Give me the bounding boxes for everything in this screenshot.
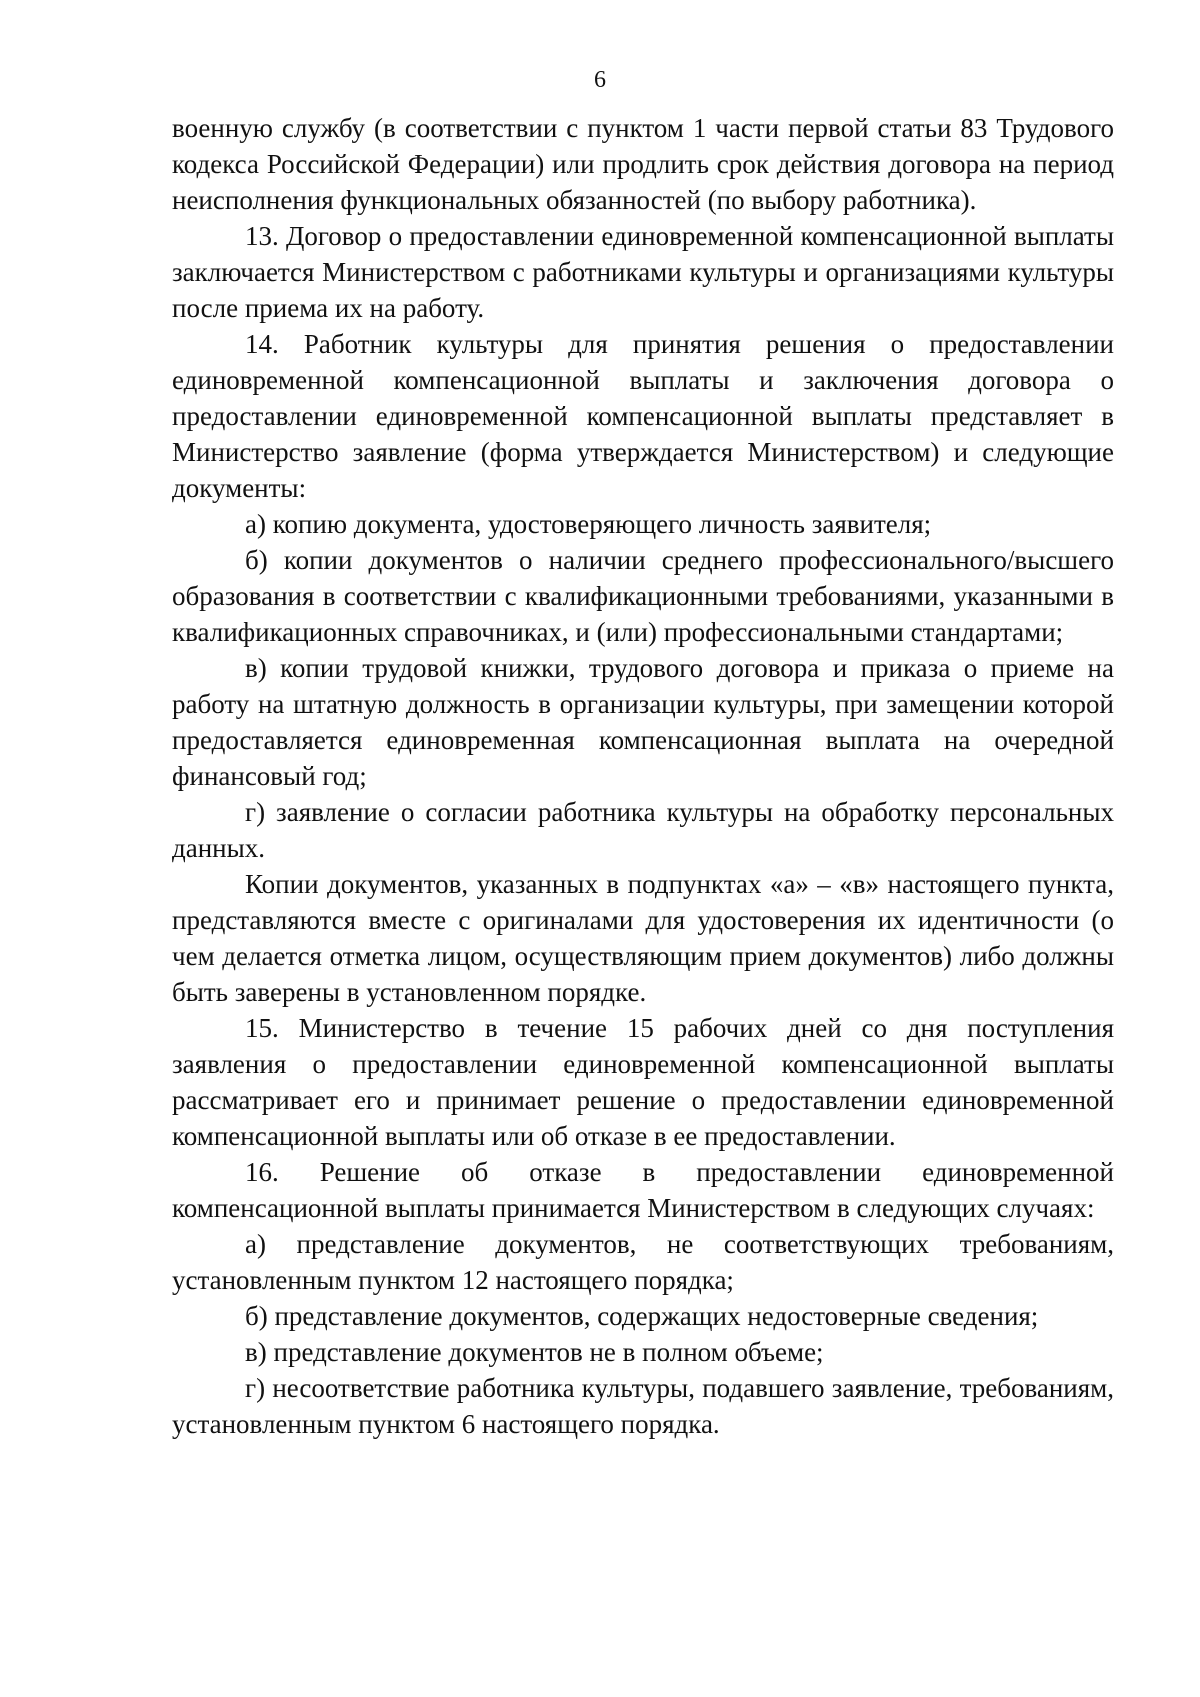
subitem-16-a: а) представление документов, не соответствующих требованиям, установленным пунктом 12 настоящего порядка; bbox=[172, 1229, 1114, 1295]
paragraph-copies-note: Копии документов, указанных в подпунктах «а» – «в» настоящего пункта, представляются вместе с оригиналами для удостоверения их идентичности (о чем делается отметка лицом, осуществляющим прием документов) либо должны быть заверены в установленном порядке. bbox=[172, 869, 1114, 1007]
subitem-16-v: в) представление документов не в полном объеме; bbox=[245, 1337, 824, 1367]
page-number: 6 bbox=[594, 67, 606, 93]
subitem-14-a: а) копию документа, удостоверяющего личность заявителя; bbox=[245, 509, 932, 539]
subitem-14-g: г) заявление о согласии работника культуры на обработку персональных данных. bbox=[172, 797, 1114, 863]
subitem-16-b: б) представление документов, содержащих недостоверные сведения; bbox=[245, 1301, 1039, 1331]
paragraph-item-16: 16. Решение об отказе в предоставлении единовременной компенсационной выплаты принимается Министерством в следующих случаях: bbox=[172, 1157, 1114, 1223]
paragraph-item-14: 14. Работник культуры для принятия решения о предоставлении единовременной компенсационной выплаты и заключения договора о предоставлении единовременной компенсационной выплаты представляет в Министерство заявление (форма утверждается Министерством) и следующие документы: bbox=[172, 329, 1114, 503]
paragraph-item-15: 15. Министерство в течение 15 рабочих дней со дня поступления заявления о предоставлении единовременной компенсационной выплаты рассматривает его и принимает решение о предоставлении единовременной компенсационной выплаты или об отказе в ее предоставлении. bbox=[172, 1013, 1114, 1151]
subitem-14-b: б) копии документов о наличии среднего профессионального/высшего образования в соответствии с квалификационными требованиями, указанными в квалификационных справочниках, и (или) профессиональными стандартами; bbox=[172, 545, 1114, 647]
subitem-14-v: в) копии трудовой книжки, трудового договора и приказа о приеме на работу на штатную должность в организации культуры, при замещении которой предоставляется единовременная компенсационная выплата на очередной финансовый год; bbox=[172, 653, 1114, 791]
paragraph-item-13: 13. Договор о предоставлении единовременной компенсационной выплаты заключается Министерством с работниками культуры и организациями культуры после приема их на работу. bbox=[172, 221, 1114, 323]
subitem-16-g: г) несоответствие работника культуры, подавшего заявление, требованиям, установленным пунктом 6 настоящего порядка. bbox=[172, 1373, 1114, 1439]
document-body bbox=[172, 110, 1114, 1442]
paragraph-continuation: военную службу (в соответствии с пунктом 1 части первой статьи 83 Трудового кодекса Российской Федерации) или продлить срок действия договора на период неисполнения функциональных обязанностей (по выбору работника). bbox=[172, 113, 1114, 215]
